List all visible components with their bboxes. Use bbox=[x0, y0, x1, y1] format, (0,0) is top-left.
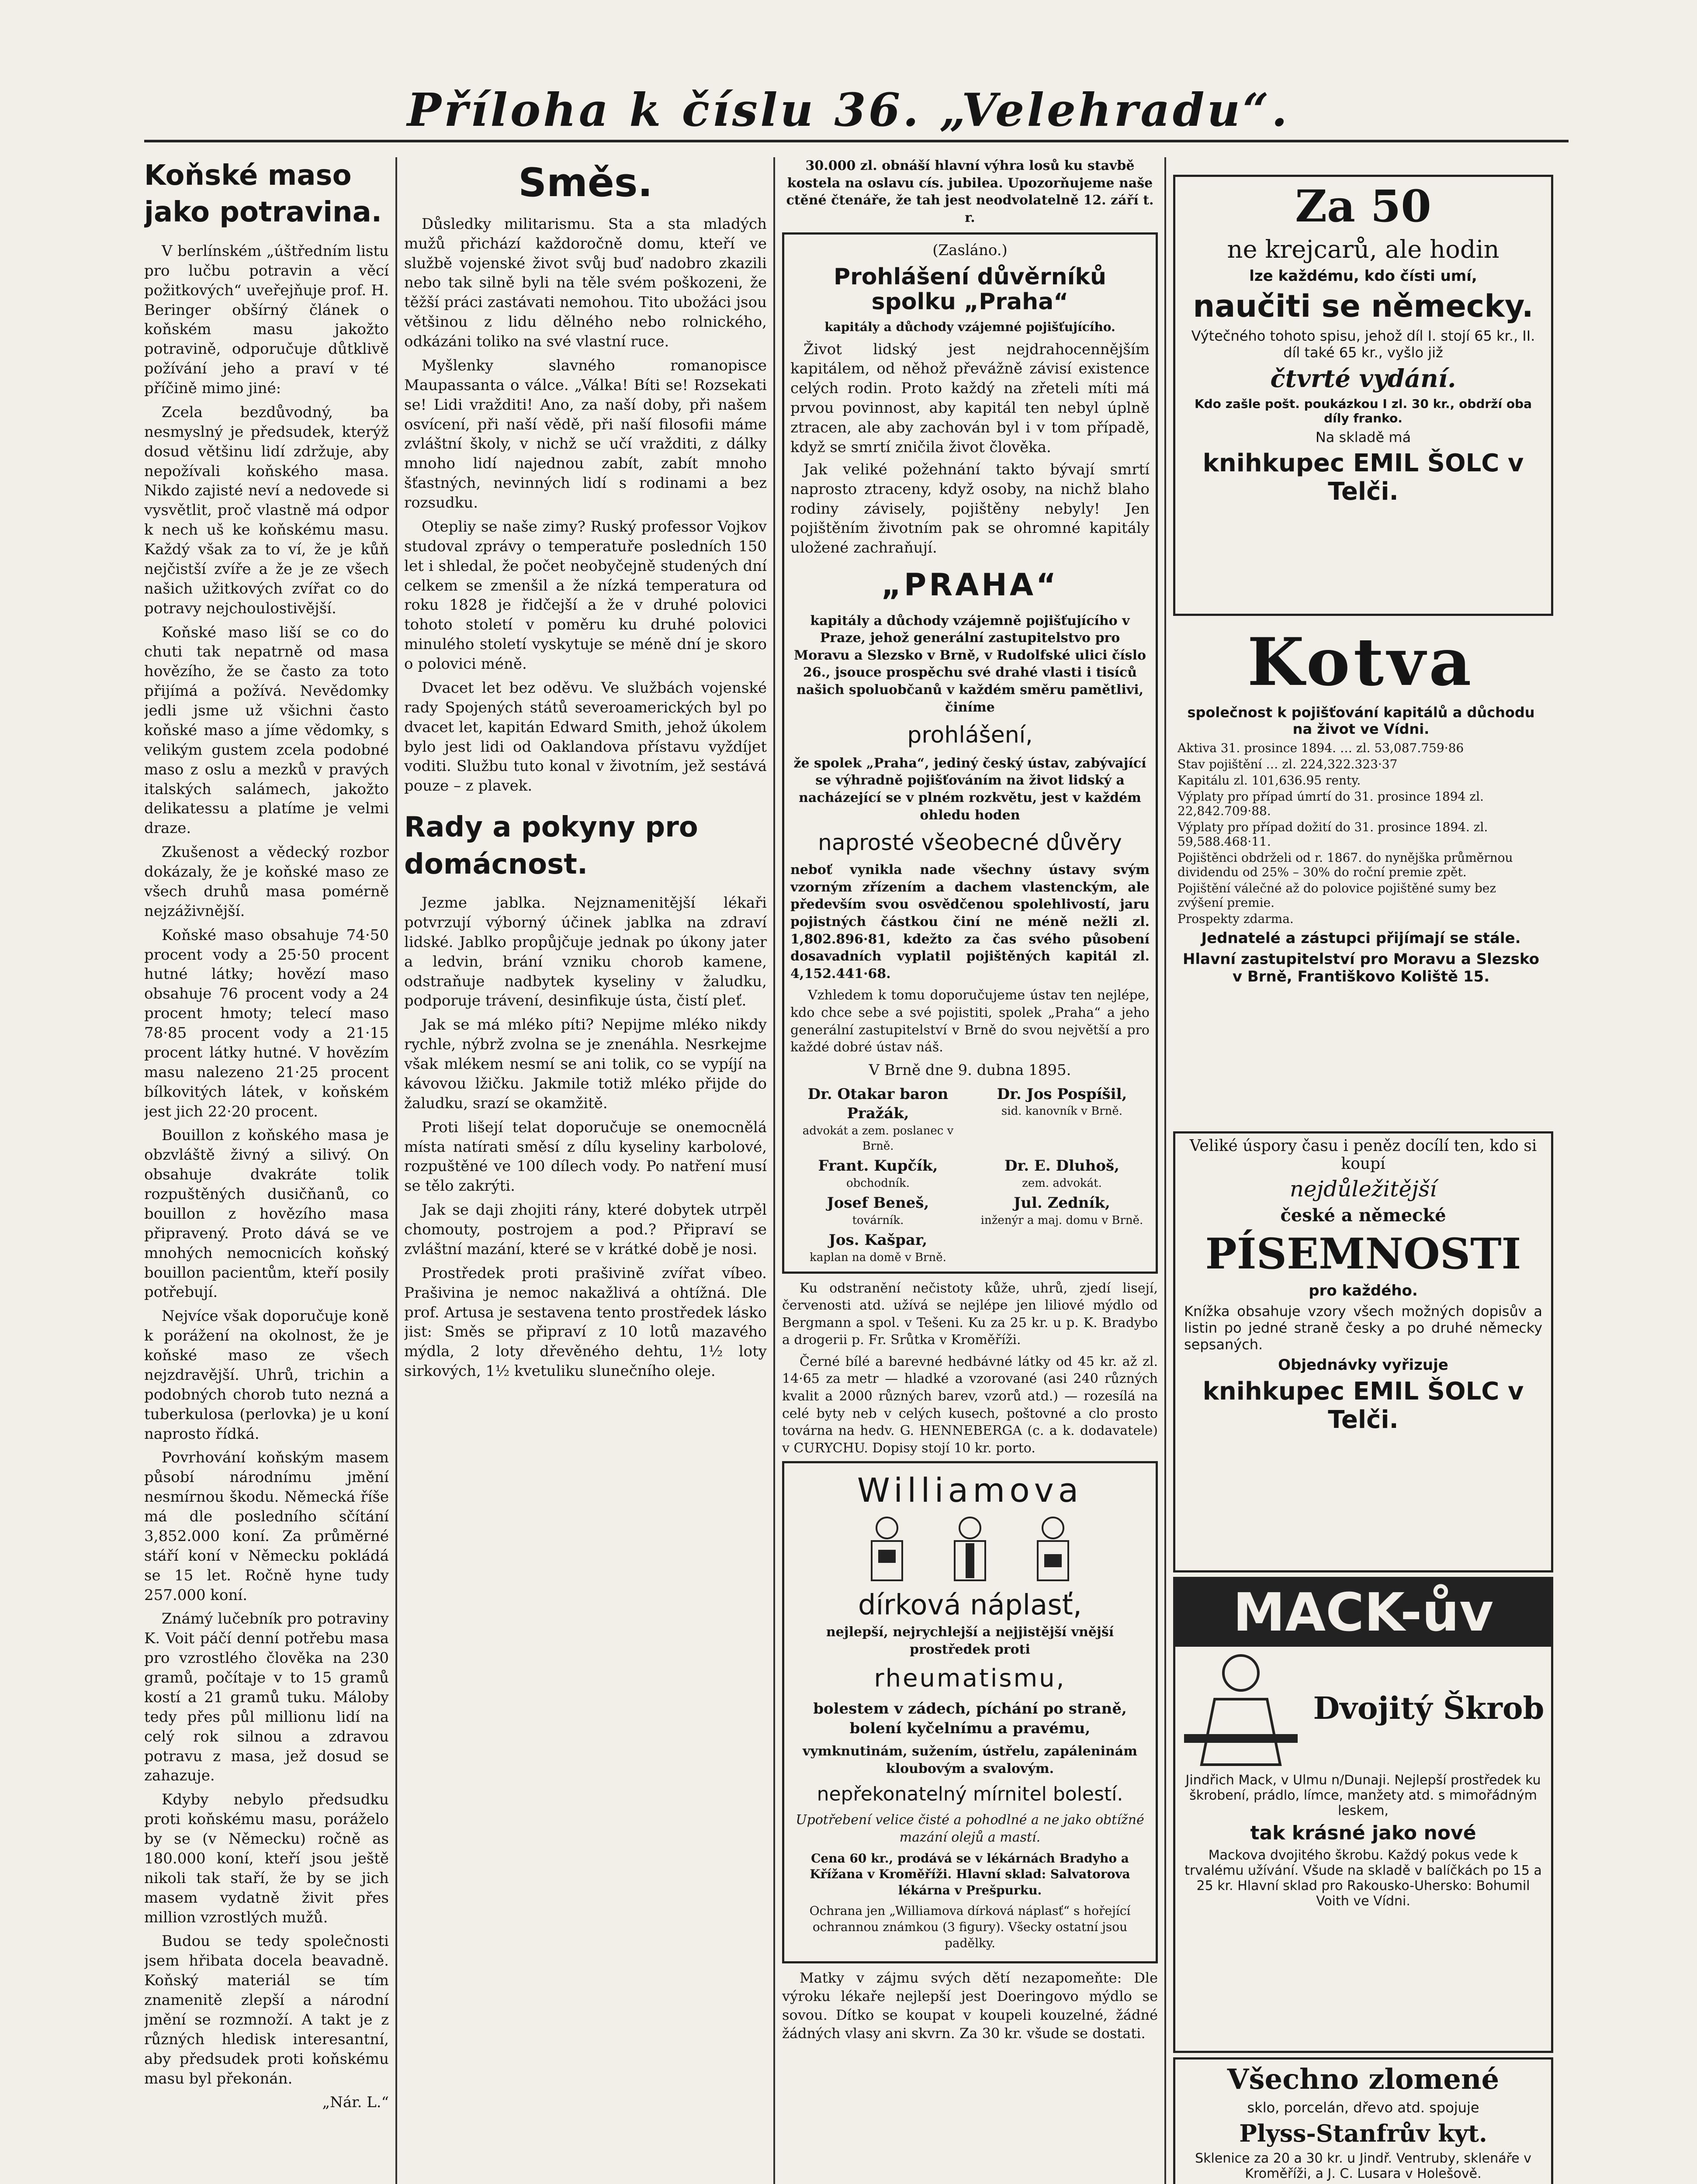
kotva-line: Výplaty pro případ úmrtí do 31. prosince 1894 zl. 22,842.709·88. bbox=[1178, 789, 1484, 818]
signer-role: inženýr a maj. domu v Brně. bbox=[980, 1214, 1143, 1227]
paragraph: Myšlenky slavného romanopisce Maupassanta o válce. „Válka! Bíti se! Rozsekati se! Lidi vražditi! Ano, za naší doby, při našem osvícení, při naší vědě, při naší filosofii máme zvláštní školy, v nichž se učí vražditi, z dálky mnoho lidí najednou zabít, zabít mnoho šťastných, nevinných lidí s rodinami a bez rozsudku. bbox=[404, 356, 767, 512]
figure-middle-icon bbox=[937, 1515, 1003, 1585]
article-body bbox=[144, 242, 389, 2089]
paragraph: Bouillon z koňského masa je obzvláště živný a silivý. On obsahuje dvakráte tolik rozpuštěných dusičňanů, co bouillon z hovězího masa připravený. Proto dává se ve mnohých nemocnicích koňský bouillon pacientům, kteří posily potřebují. bbox=[144, 1127, 389, 1301]
masthead-rule bbox=[144, 140, 1569, 142]
neprekonatelny: nepřekonatelný mírnitel bolestí. bbox=[817, 1783, 1123, 1806]
ad-nemcina bbox=[1173, 175, 1553, 616]
smes-body bbox=[404, 214, 767, 796]
signer-name: Frant. Kupčík, bbox=[818, 1157, 938, 1175]
cena: Cena 60 kr., prodává se v lékárnách Bradyho a Křížana v Kroměříži. Hlavní sklad: Salvatorova lékárna v Prešpurku. bbox=[810, 1851, 1130, 1898]
praha-title: „PRAHA“ bbox=[881, 567, 1059, 603]
kotva-sub: společnost k pojišťování kapitálů a důchodu na život ve Vídni. bbox=[1187, 704, 1535, 737]
zlomene-title: Všechno zlomené bbox=[1227, 2063, 1500, 2096]
ad1-c: lze každému, kdo čísti umí, bbox=[1249, 267, 1477, 285]
paragraph: Zkušenost a vědecký rozbor dokázaly, že je koňské maso ze všech druhů masa pomérně nejzáživnější. bbox=[144, 843, 389, 920]
ad2-b: nejdůležitější bbox=[1289, 1176, 1437, 1202]
signers bbox=[790, 1085, 1150, 1265]
paragraph: Důsledky militarismu. Sta a sta mladých mužů přichází každoročně domu, kteří ve službě vojenské život svůj buď nadobro zkazili nebo tak silně byli na těle svém poškozeni, že těžší práci zastávati nemohou. Tito ubožáci jsou většinou z lidu dělného nebo rolnického, odkázáni toliko na své vlastní ruce. bbox=[404, 215, 767, 351]
rady-body bbox=[404, 893, 767, 1381]
signer-name: Dr. E. Dluhoš, bbox=[1004, 1157, 1120, 1175]
kotva-line: Prospekty zdarma. bbox=[1178, 912, 1294, 926]
signer bbox=[790, 1156, 966, 1191]
ad2-h: knihkupec EMIL ŠOLC v Telči. bbox=[1202, 1377, 1524, 1434]
washerwoman-icon bbox=[1175, 1647, 1306, 1769]
williams-figures bbox=[790, 1513, 1150, 1587]
kotva-lines bbox=[1178, 741, 1545, 926]
ad2-f: Knížka obsahuje vzory všech možných dopisův a listin po jedné straně česky a po druhé německy sepsaných. bbox=[1184, 1303, 1542, 1353]
article-signature: „Nár. L.“ bbox=[322, 2094, 389, 2111]
article-title: Koňské maso jako potravina. bbox=[144, 159, 382, 229]
mydlo-ad: Ku odstranění nečistoty kůže, uhrů, zjedí lisejí, červenosti atd. užívá se nejlépe jen liliové mýdlo od Bergmann a spol. v Tešeni. Ku za 25 kr. u p. K. Bradybo a drogerii p. Fr. Srůtka v Kroměříži. bbox=[782, 1280, 1158, 1348]
signer-role: zem. advokát. bbox=[1022, 1176, 1102, 1190]
kotva-hq: Hlavní zastupitelství pro Moravu a Slezsko v Brně, Františkovo Koliště 15. bbox=[1183, 950, 1539, 985]
paragraph: Zcela bezdůvodný, ba nesmyslný je předsudek, kterýž dosud většinu lidí zdržuje, aby nepožívali koňského masa. Nikdo zajisté neví a nedovede si vysvětlit, proč vlastně má odpor k nech uš ke koňskému masu. Každý však za to ví, že je kůň nejčistší zvíře a že je ze všech našich užitkových zvířat co do potravy nejchoulostivější. bbox=[144, 403, 389, 617]
ad1-g: Kdo zašle pošt. poukázkou I zl. 30 kr., obdrží oba díly franko. bbox=[1194, 397, 1532, 425]
paragraph: Kdyby nebylo předsudku proti koňskému masu, poráželo by se (v Německu) ročně as 180.000 koní, kteří jsou ještě nikoli tak staří, že by se jich masem vydatně živit přes million vzrostlých mužů. bbox=[144, 1791, 389, 1926]
upotrebeni: Upotřebení velice čisté a pohodlné a ne jako obtížné mazání olejů a mastí. bbox=[796, 1812, 1144, 1845]
kotva-agents: Jednatelé a zástupci přijímají se stále. bbox=[1201, 930, 1521, 947]
zlomene-text: Sklenice za 20 a 30 kr. u Jindř. Ventruby, sklenáře v Kroměříži, a J. C. Lusara v Holešově. bbox=[1195, 2151, 1531, 2181]
ad1-i: knihkupec EMIL ŠOLC v Telči. bbox=[1202, 449, 1524, 506]
prohlaseni-word: prohlášení, bbox=[907, 722, 1033, 749]
mack-title: MACK-ův bbox=[1175, 1579, 1551, 1647]
mack-text: Jindřich Mack, v Ulmu n/Dunaji. Nejlepší prostředek ku škrobení, prádlo, límce, manžety atd. s mimořádným leskem, bbox=[1185, 1773, 1541, 1818]
matky-ad: Matky v zájmu svých dětí nezapomeňte: Dle výroku lékaře nejlepší jest Doeringovo mýdlo se sovou. Dítko se koupat v koupeli kouzelné, žádné žádných vlasy ani skvrn. Za 30 kr. všude se dostati. bbox=[782, 1970, 1158, 2042]
paragraph: Dvacet let bez oděvu. Ve službách vojenské rady Spojených států severoamerických byl po dvacet let, kapitán Edward Smith, jehož úkolem bylo jest lidi od Oaklandova přístavu vyždíjet voditi. Službu tuto konal v životním, jež sestává pouze – z plavek. bbox=[404, 679, 767, 795]
paragraph: Koňské maso obsahuje 74·50 procent vody a 25·50 procent hutné látky; hovězí maso obsahuje 76 procent vody a 24 procent hmoty; telecí maso 78·85 procent vody a 21·15 procent látky hutné. V hovězím masu nalezeno 21·25 procent bílkovitých látek, v koňském jest jich 22·20 procent. bbox=[144, 926, 389, 1120]
kotva-line: Výplaty pro případ dožití do 31. prosince 1894. zl. 59,588.468·11. bbox=[1178, 820, 1488, 849]
paragraph: V berlínském „úštředním listu pro lučbu potravin a věcí požitkových“ uveřejňuje prof. H. Beringer obšírný článek o koňském masu jakožto potravině, odporučuje důtklivě požívání jeho a praví v té příčině mimo jiné: bbox=[144, 242, 389, 397]
prohlaseni-sub: kapitály a důchody vzájemné pojišťujícího. bbox=[824, 319, 1115, 334]
praha-notice-box bbox=[782, 232, 1158, 1273]
figure-right-icon bbox=[1020, 1515, 1086, 1585]
zaslano: (Zasláno.) bbox=[932, 242, 1008, 259]
ochrana: Ochrana jen „Williamova dírková náplasť“ s hořející ochrannou známkou (3 figury). Všecky ostatní jsou padělky. bbox=[809, 1904, 1131, 1951]
paragraph: Jezme jablka. Nejznamenitější lékaři potvrzují výborný účinek jablka na zdraví lidské. Jablko propůjčuje jednak po úkony jater a ledvin, brání vzniku chorob kamene, odstraňuje nadbytek kyseliny v žaludku, podporuje trávení, desinfikuje ústa, čistí pleť. bbox=[404, 894, 767, 1010]
column-divider bbox=[1164, 157, 1166, 2184]
mack-bold: tak krásné jako nové bbox=[1250, 1822, 1476, 1844]
mack-text2: Mackova dvojitého škrobu. Každý pokus vede k trvalému užívání. Všude na skladě v balíčkách po 15 a 25 kr. Hlavní sklad pro Rakousko-Uhersko: Bohumil Voith ve Vídni. bbox=[1184, 1848, 1542, 1909]
ad1-f: čtvrté vydání. bbox=[1270, 364, 1456, 393]
ad-kyt bbox=[1173, 2057, 1553, 2184]
duvera: naprosté všeobecné důvěry bbox=[818, 830, 1122, 856]
ad1-d: naučiti se německy. bbox=[1193, 288, 1534, 324]
signer bbox=[790, 1230, 966, 1265]
kotva-line: Kapitálu zl. 101,636.95 renty. bbox=[1178, 773, 1361, 788]
williams-ad bbox=[782, 1461, 1158, 1963]
bolestem: bolestem v zádech, píchání po straně, bolení kyčelnímu a pravému, bbox=[813, 1700, 1127, 1738]
paragraph: Budou se tedy společnosti jsem hřibata docela beavadně. Koňský materiál se tím znamenitě zlepší a národní jmění se rozmnoží. A takt je z různých hledisk interesantní, aby předsudek proti koňskému masu byl překonán. bbox=[144, 1932, 389, 2087]
figure-left-icon bbox=[854, 1515, 920, 1585]
ad-kotva bbox=[1173, 620, 1549, 1123]
signer-name: Josef Beneš, bbox=[827, 1194, 929, 1212]
praha-text: kapitály a důchody vzájemně pojišťujícího v Praze, jehož generální zastupitelstvo pro Moravu a Slezsko v Brně, v Rudolfské ulici číslo 26., jsouce prospěchu své drahé vlasti i tisíců našich spoluobčanů v každém směru pamětlivi, činíme bbox=[794, 613, 1146, 715]
signer bbox=[974, 1156, 1150, 1191]
signer-role: obchodník. bbox=[846, 1176, 910, 1190]
ad1-e: Výtečného tohoto spisu, jehož díl I. stojí 65 kr., II. díl také 65 kr., vyšlo již bbox=[1191, 328, 1535, 361]
signer-name: Jos. Kašpar, bbox=[828, 1231, 928, 1249]
ad-pisemnosti bbox=[1173, 1131, 1553, 1572]
signer bbox=[790, 1193, 966, 1228]
latky-ad: Černé bílé a barevné hedbávné látky od 45 kr. až zl. 14·65 za metr — hladké a vzorované (asi 240 různých kvalit a 2000 různých barev, vzorů atd.) — rozesílá na celé byty neb v celých kusech, poštovné a clo prosto továrna na hedv. G. HENNEBERGA (c. a k. dodavatele) v CURYCHU. Dopisy stojí 10 kr. porto. bbox=[782, 1354, 1158, 1456]
lottery-note: 30.000 zl. obnáší hlavní výhra losů ku stavbě kostela na oslavu cís. jubilea. Upozorňujeme naše ctěné čtenáře, že tah jest neodvolatelně 12. září t. r. bbox=[786, 158, 1154, 225]
paragraph: Život lidský jest nejdrahocennějším kapitálem, od něhož převážně závisí existence celých rodin. Proto každý na zřeteli míti má prvou povinnost, aby kapitál ten nebyl úplně ztracen, ale aby zachován byl i v tom případě, když se smrtí zničila život člověka. bbox=[790, 340, 1150, 456]
mack-sub: Dvojitý Škrob bbox=[1313, 1690, 1545, 1726]
rady-title: Rady a pokyny pro domácnost. bbox=[404, 811, 698, 881]
paragraph: Známý lučebník pro potraviny K. Voit páčí denní potřebu masa pro vzrostlého člověka na 230 gramů, počítaje v to 15 gramů kostí a 21 gramů tuku. Máloby tedy přes půl millionu lidí na celý rok silnou a zdravou potravu z masa, jež dosud se zahazuje. bbox=[144, 1610, 389, 1785]
column-divider bbox=[773, 157, 775, 2184]
signer-role: sid. kanovník v Brně. bbox=[1001, 1105, 1123, 1118]
ad2-e: pro každého. bbox=[1309, 1282, 1418, 1299]
signer-role: kaplan na domě v Brně. bbox=[810, 1251, 946, 1265]
signer-role: továrník. bbox=[852, 1214, 904, 1227]
williams-title: Williamova bbox=[857, 1471, 1083, 1510]
vymknutiny: vymknutinám, sužením, ústřelu, zapáleninám kloubovým a svalovým. bbox=[803, 1744, 1137, 1776]
ad2-c: české a německé bbox=[1280, 1205, 1446, 1226]
ad1-a: Za 50 bbox=[1295, 180, 1431, 232]
paragraph: Otepliy se naše zimy? Ruský professor Vojkov studoval zprávy o temperatuře posledních 150 let i shledal, že počet neobyčejně studených dní celkem se zmenšil a že nízká temperatura od roku 1828 je řidčejší a že v druhé polovici tohoto století v poměru ku druhé polovici minulého století vyskytuje se méně dní je skoro o polovici méně. bbox=[404, 518, 767, 673]
kotva-title: Kotva bbox=[1247, 624, 1475, 701]
zlomene-sub: sklo, porcelán, dřevo atd. spojuje bbox=[1247, 2099, 1479, 2116]
paragraph: Nejvíce však doporučuje koně k porážení na okolnost, že je koňské maso ze všech nejzdravější. Uhrů, trichin a podobných chorob tuto nezná a tuberkulosa (perlovka) je u koní naprosto řídká. bbox=[144, 1307, 389, 1443]
kotva-line: Stav pojištění … zl. 224,322.323·37 bbox=[1178, 757, 1398, 771]
signer bbox=[974, 1193, 1150, 1228]
paragraph: Koňské maso liší se co do chuti tak nepatrně od masa hovězího, že se často za toto přijímá a požívá. Nevědomky jedli jsme už všichni často koňské maso a jíme vědomky, s velikým gustem zcela podobné maso z oslu a mezků v pravých italských salámech, jakožto delikatessu a platíme je velmi draze. bbox=[144, 623, 389, 837]
paragraph: Jak se daji zhojiti rány, které dobytek utrpěl chomouty, postrojem a pod.? Připraví se zvláštní mazání, které se v krátké době je nosi. bbox=[404, 1201, 767, 1258]
williams-head: dírková náplasť, bbox=[858, 1589, 1082, 1621]
ad2-g: Objednávky vyřizuje bbox=[1278, 1356, 1448, 1374]
ad-mack bbox=[1173, 1577, 1553, 2053]
column-miscellany bbox=[404, 157, 767, 2184]
masthead: Příloha k číslu 36. „Velehradu“. bbox=[407, 83, 1290, 137]
signer bbox=[974, 1085, 1150, 1154]
column-divider bbox=[395, 157, 397, 2184]
paragraph: Povrhování koňským masem působí národnímu jmění nesmírnou škodu. Německá říše má dle posledního sčítání 3,852.000 koní. Za průměrné stáří koní v Německu pokládá se 15 let. Ročně hyne tudy 257.000 koní. bbox=[144, 1449, 389, 1604]
zlomene-brand: Plyss-Stanfrův kyt. bbox=[1239, 2119, 1487, 2147]
rheum: rheumatismu, bbox=[874, 1664, 1066, 1693]
ad1-b: ne krejcarů, ale hodin bbox=[1227, 235, 1500, 264]
column-insurance bbox=[782, 157, 1158, 2184]
mack-row bbox=[1175, 1647, 1551, 1769]
column-horse-meat bbox=[144, 157, 389, 2184]
notice-date: V Brně dne 9. dubna 1895. bbox=[869, 1061, 1071, 1079]
signer-role: advokát a zem. poslanec v Brně. bbox=[802, 1124, 954, 1153]
paragraph: Proti lišejí telat doporučuje se onemocnělá místa natírati směsí z dílu kyseliny karbolové, rozpuštěné ve 100 dílech vody. Po natření musí se tělo zakrýti. bbox=[404, 1118, 767, 1195]
prohlaseni-text: že spolek „Praha“, jediný český ústav, zabývající se výhradně pojišťováním na život lidský a nacházející se v plném rozkvětu, jest v každém ohledu hoden bbox=[793, 755, 1146, 823]
kotva-line: Pojištění válečné až do polovice pojištěné sumy bez zvýšení premie. bbox=[1178, 881, 1496, 910]
ad1-h: Na skladě má bbox=[1315, 429, 1411, 446]
smes-title: Směs. bbox=[518, 160, 653, 206]
duvera-text: neboť vynikla nade všechny ústavy svým vzorným zřízením a dachem vlastenckým, ale především svou osvědčenou spolehlivostí, jaru pojistných částkou činí ne méně nežli zl. 1,802.896·81, kdežto za čas svého působení dosavadních vyplatil pojištěných kapitál zl. 4,152.441·68. bbox=[790, 862, 1150, 981]
prohlaseni-title: Prohlášení důvěrníků spolku „Praha“ bbox=[833, 264, 1107, 315]
paragraph: Jak se má mléko píti? Nepijme mléko nikdy rychle, nýbrž zvolna se je znenáhla. Nesrkejme však mlékem nesmí se ani tolik, co se vypíjí na kávovou lžičku. Jakmile totiž mléko přijde do žaludku, srazí se okamžitě. bbox=[404, 1016, 767, 1112]
signer-name: Dr. Otakar baron Pražák, bbox=[807, 1085, 949, 1123]
vzhledem-text: Vzhledem k tomu doporučujeme ústav ten nejlépe, kdo chce sebe a své pojistiti, spolek „Praha“ a jeho generální zastupitelství v Brně do svou největší a pro každé dobré ústav náš. bbox=[790, 988, 1150, 1055]
signer-name: Jul. Zedník, bbox=[1014, 1194, 1110, 1212]
paragraph: Prostředek proti prašivině zvířat víbeo. Prašivina je nemoc nakažlivá a ohtížná. Dle prof. Artusa je sestavena tento prostředek lásko jist: Směs se připraví z 10 lotů mazavého mýdla, 2 loty dřevěného dehtu, 1½ loty sirkových, 1½ kvetuliku slunečního oleje. bbox=[404, 1264, 767, 1380]
prohlaseni-body bbox=[790, 340, 1150, 558]
kotva-line: Aktiva 31. prosince 1894. … zl. 53,087.759·86 bbox=[1178, 741, 1464, 755]
williams-sub: nejlepší, nejrychlejší a nejjistější vnější prostředek proti bbox=[826, 1624, 1114, 1657]
signer-name: Dr. Jos Pospíšil, bbox=[997, 1085, 1127, 1103]
kotva-line: Pojištěnci obdrželi od r. 1867. do nynějška průměrnou dividendu od 25% – 30% do roční premie zpět. bbox=[1178, 850, 1513, 879]
ad2-a: Veliké úspory času i peněz docílí ten, kdo si koupí bbox=[1189, 1137, 1537, 1173]
ad2-d: PÍSEMNOSTI bbox=[1205, 1229, 1521, 1279]
paragraph: Jak veliké požehnání takto bývají smrtí naprosto ztraceny, když osoby, na nichž blaho rodiny závisely, pojištěny nebyly! Jen pojištěním životním pak se ohromné kapitály uložené zachraňují. bbox=[790, 460, 1150, 557]
signer bbox=[790, 1085, 966, 1154]
